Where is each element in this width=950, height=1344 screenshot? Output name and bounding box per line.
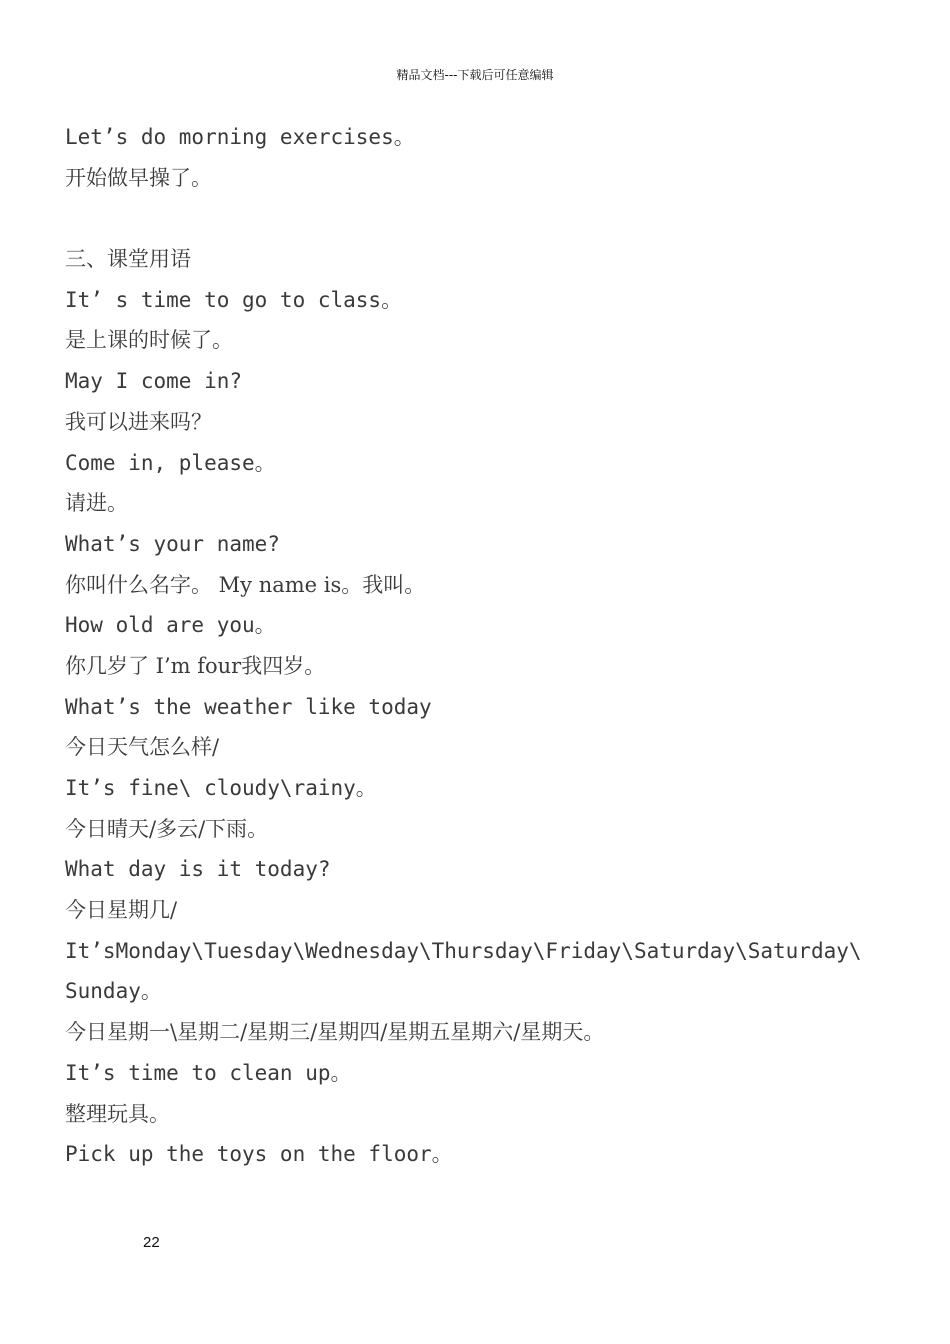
text-line: Let’s do morning exercises。 xyxy=(65,125,415,149)
text-line: What’s the weather like today xyxy=(65,694,432,719)
page-number: 22 xyxy=(143,1234,160,1251)
text-line: 你叫什么名字。 My name is。我叫。 xyxy=(65,572,426,597)
text-line: How old are you。 xyxy=(65,613,276,638)
section-heading: 三、课堂用语 xyxy=(65,247,191,272)
text-line: Come in, please。 xyxy=(65,450,276,475)
blank-line xyxy=(65,198,905,239)
text-line: 今日星期一\星期二/星期三/星期四/星期五星期六/星期天。 xyxy=(65,1020,605,1045)
text-line: It’s time to clean up。 xyxy=(65,1060,352,1085)
text-line: May I come in? xyxy=(65,369,243,394)
text-line: 是上课的时候了。 xyxy=(65,328,233,353)
text-line: Pick up the toys on the floor。 xyxy=(65,1142,453,1167)
text-line: 今日晴天/多云/下雨。 xyxy=(65,816,269,841)
text-line: 整理玩具。 xyxy=(65,1101,170,1126)
text-line: 请进。 xyxy=(65,491,128,516)
text-line: 你几岁了 I’m four我四岁。 xyxy=(65,653,326,678)
text-line: It’sMonday\Tuesday\Wednesday\Thursday\Friday\Saturday\Saturday\ xyxy=(65,938,862,963)
text-line: It’ s time to go to class。 xyxy=(65,287,403,312)
text-line: It’s fine\ cloudy\rainy。 xyxy=(65,776,377,800)
text-line: 开始做早操了。 xyxy=(65,165,212,190)
document-body xyxy=(65,117,905,1175)
text-line: Sunday。 xyxy=(65,979,162,1004)
text-line: 今日星期几/ xyxy=(65,898,178,923)
text-line: What day is it today? xyxy=(65,857,331,882)
text-line: What’s your name? xyxy=(65,531,280,556)
text-line: 我可以进来吗？ xyxy=(65,409,212,434)
page-header: 精品文档---下载后可任意编辑 xyxy=(396,68,554,82)
text-line: 今日天气怎么样/ xyxy=(65,735,220,760)
